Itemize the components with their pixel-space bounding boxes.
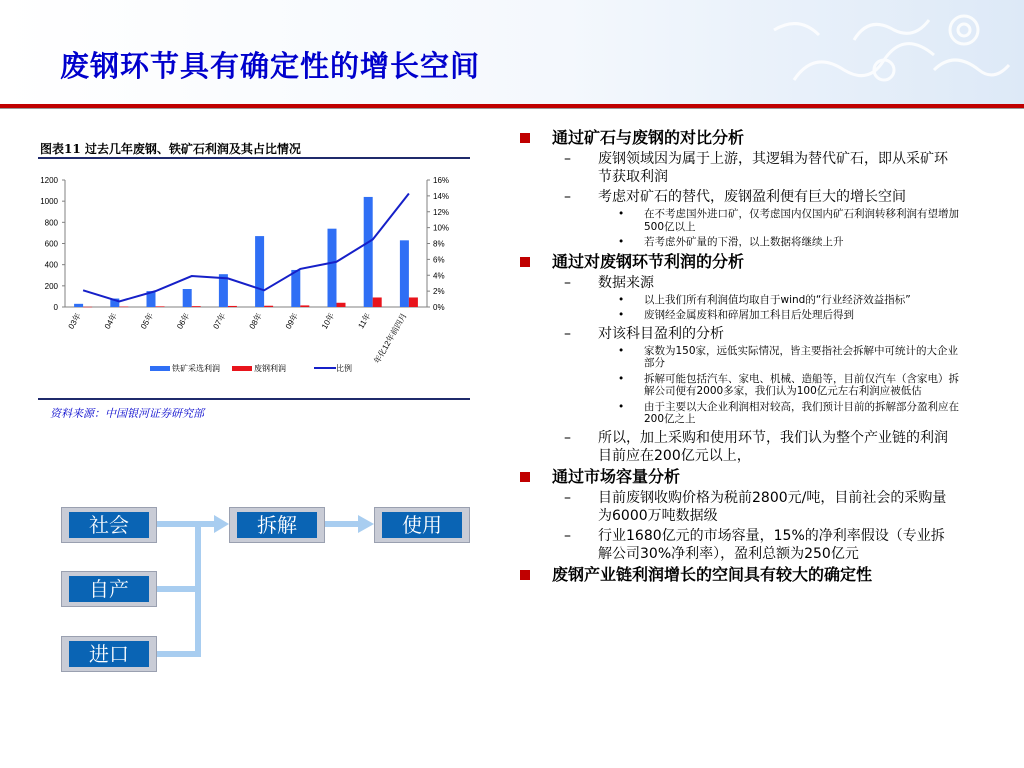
bullet-conclusion: 废钢产业链利润增长的空间具有较大的确定性 [518, 565, 968, 585]
left-tick-label: 600 [44, 239, 58, 249]
flow-label-use: 使用 [382, 512, 462, 538]
x-tick-label: 08年 [247, 311, 264, 331]
right-tick-label: 12% [433, 207, 450, 217]
flow-label-social: 社会 [69, 512, 149, 538]
detail-bullet: • 若考虑外矿量的下滑，以上数据将继续上升 [518, 236, 968, 249]
detail-bullet: • 拆解可能包括汽车、家电、机械、造船等，目前仅汽车（含家电）拆解公司便有2000多家，我们认为100亿元左右利润应被低估 [518, 373, 968, 398]
x-tick-label: 05年 [138, 311, 156, 331]
x-tick-label: 年化12年前四月 [372, 311, 409, 366]
flow-label-dismantle: 拆解 [237, 512, 317, 538]
flow-label-self: 自产 [69, 576, 149, 602]
flow-box-dismantle [229, 507, 325, 543]
left-tick-label: 1200 [40, 176, 58, 185]
x-tick-label: 06年 [175, 311, 192, 331]
flow-box-import [61, 636, 157, 672]
flow-box-self [61, 571, 157, 607]
legend-label: 铁矿采选利润 [172, 364, 220, 373]
sub-bullet: – 数据来源 [518, 274, 968, 292]
chart-source: 资料来源：中国银河证券研究部 [50, 407, 204, 420]
sub-bullet: – 行业1680亿元的市场容量，15%的净利率假设（专业拆解公司30%净利率），盈利总额为250亿元 [518, 527, 968, 563]
left-tick-label: 0 [53, 303, 58, 312]
left-tick-label: 1000 [40, 197, 58, 207]
detail-bullet: • 以上我们所有利润值均取自于wind的“行业经济效益指标” [518, 294, 968, 307]
sub-bullet: – 所以，加上采购和使用环节，我们认为整个产业链的利润目前应在200亿元以上， [518, 429, 968, 465]
arrow-to-use-icon [358, 515, 374, 533]
left-tick-label: 800 [44, 218, 58, 228]
sub-bullet: – 考虑对矿石的替代，废钢盈利便有巨大的增长空间 [518, 188, 968, 206]
legend-label: 废钢利润 [254, 364, 286, 373]
bullet-ore-comparison: 通过矿石与废钢的对比分析 [518, 128, 968, 148]
detail-bullet: • 在不考虑国外进口矿，仅考虑国内仅国内矿石利润转移利润有望增加500亿以上 [518, 208, 968, 233]
right-tick-label: 14% [433, 191, 450, 201]
right-tick-label: 6% [433, 255, 445, 265]
chart-caption: 图表11 过去几年废钢、铁矿石利润及其占比情况 [40, 142, 301, 156]
right-tick-label: 8% [433, 239, 445, 249]
x-tick-label: 09年 [283, 311, 301, 331]
bullet-profit-analysis: 通过对废钢环节利润的分析 [518, 252, 968, 272]
sub-bullet: – 对该科目盈利的分析 [518, 325, 968, 343]
x-tick-label: 10年 [319, 311, 337, 331]
bullet-market-capacity: 通过市场容量分析 [518, 467, 968, 487]
cloud-pattern-decoration [764, 0, 1024, 104]
flow-label-import: 进口 [69, 641, 149, 667]
right-tick-label: 0% [433, 303, 445, 312]
left-tick-label: 400 [44, 260, 58, 270]
right-tick-label: 10% [433, 223, 450, 233]
bullet-list [518, 128, 968, 587]
detail-bullet: • 家数为150家，远低实际情况，皆主要指社会拆解中可统计的大企业部分 [518, 345, 968, 370]
detail-bullet: • 废钢经金属废料和碎屑加工科目后处理后得到 [518, 309, 968, 322]
x-tick-label: 04年 [102, 311, 120, 331]
x-tick-label: 11年 [356, 311, 373, 331]
detail-bullet: • 由于主要以大企业利润相对较高，我们预计目前的拆解部分盈利应在200亿之上 [518, 401, 968, 426]
sub-bullet: – 废钢领域因为属于上游，其逻辑为替代矿石，即从采矿环节获取利润 [518, 150, 968, 186]
left-tick-label: 200 [44, 281, 58, 291]
slide-title: 废钢环节具有确定性的增长空间 [60, 49, 481, 83]
right-tick-label: 4% [433, 271, 445, 281]
flow-box-use [374, 507, 470, 543]
flow-box-social [61, 507, 157, 543]
right-tick-label: 16% [433, 176, 450, 185]
legend-label: 比例 [336, 364, 352, 373]
right-tick-label: 2% [433, 287, 445, 297]
arrow-to-dismantle-icon [214, 515, 229, 533]
x-tick-label: 03年 [66, 311, 83, 331]
x-tick-label: 07年 [211, 311, 228, 331]
sub-bullet: – 目前废钢收购价格为税前2800元/吨，目前社会的采购量为6000万吨数据级 [518, 489, 968, 525]
